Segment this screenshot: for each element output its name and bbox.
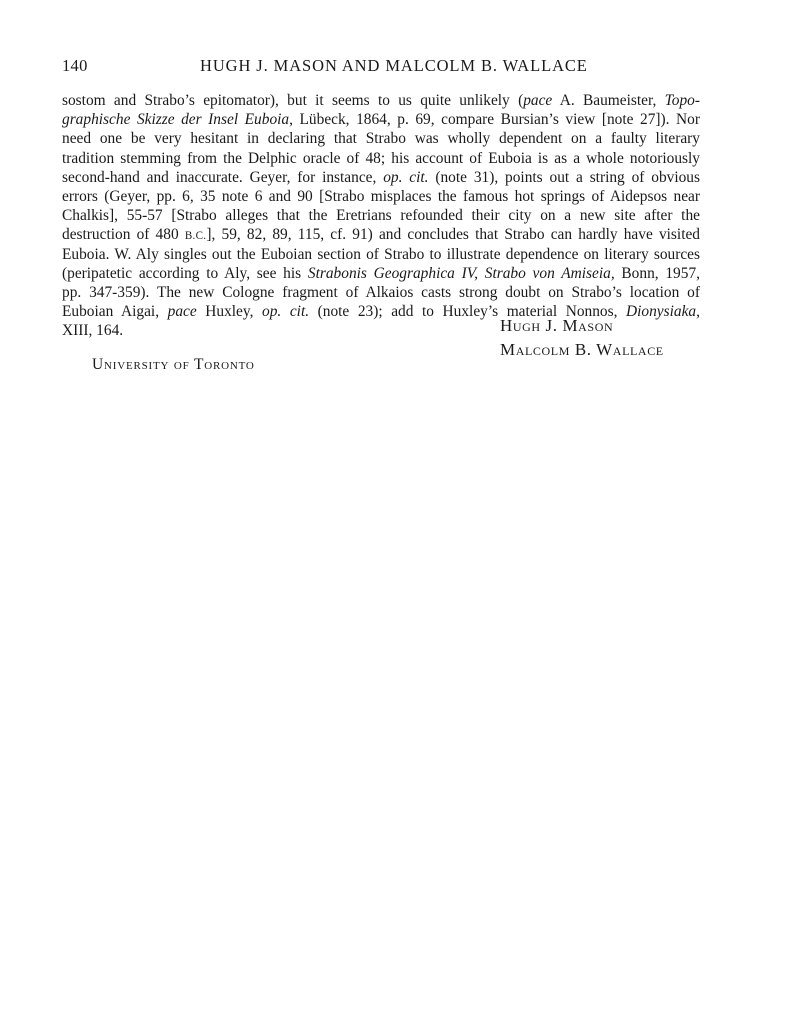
italic-text: op. cit. <box>383 168 429 186</box>
body-line <box>62 283 700 302</box>
body-text-run: need one be very hesitant in declaring that Strabo was wholly dependent on a faulty literary <box>62 130 700 148</box>
body-line <box>62 149 700 168</box>
body-text-run: errors (Geyer, pp. 6, 35 note 6 and 90 [Strabo misplaces the famous hot springs of Aidepsos near <box>62 187 700 205</box>
author-signatures <box>500 314 664 362</box>
body-line <box>62 110 700 129</box>
body-text-run: Chalkis], 55-57 [Strabo alleges that the Eretrians refounded their city on a new site after the <box>62 207 700 225</box>
body-line <box>62 206 700 225</box>
italic-text: pace <box>523 92 553 109</box>
body-line <box>62 264 700 283</box>
body-text-run: (note 23); add to Huxley’s material Nonnos, <box>309 303 627 321</box>
body-text-run: ], 59, 82, 89, 115, cf. 91) and concludes that Strabo can hardly have visited <box>206 226 700 244</box>
body-text-run: XIII, 164. <box>62 322 124 340</box>
signature-author-1: Hugh J. Mason <box>500 316 614 335</box>
italic-text: Strabonis Geographica IV, Strabo von Amiseia, <box>307 264 615 282</box>
italic-text: Dionysiaka, <box>626 303 700 321</box>
italic-text: Topo- <box>664 92 700 109</box>
running-head-authors: HUGH J. MASON AND MALCOLM B. WALLACE <box>200 56 588 75</box>
body-line <box>62 129 700 148</box>
body-text-run: tradition stemming from the Delphic oracle of 48; his account of Euboia is as a whole notoriously <box>62 149 700 167</box>
author-affiliation: University of Toronto <box>92 356 255 373</box>
body-text-run: second-hand and inaccurate. Geyer, for instance, <box>62 168 384 186</box>
body-text-run: B.C. <box>184 230 207 243</box>
body-line <box>62 187 700 206</box>
body-text-run: pp. 347-359). The new Cologne fragment of Alkaios casts strong doubt on Strabo’s location of <box>62 283 700 301</box>
body-line <box>62 168 700 187</box>
body-text-run: Bonn, 1957, <box>614 264 700 282</box>
body-text-run: (note 31), points out a string of obvious <box>428 168 700 186</box>
body-text-run: Euboia. W. Aly singles out the Euboian section of Strabo to illustrate dependence on literary sources <box>62 245 700 263</box>
body-text-run: Lübeck, 1864, p. 69, compare Bursian’s view [note 27]). Nor <box>292 111 700 129</box>
signature-author-2: Malcolm B. Wallace <box>500 340 664 359</box>
page-number: 140 <box>62 56 88 75</box>
body-line <box>62 245 700 264</box>
body-text-run: (peripatetic according to Aly, see his <box>62 264 308 282</box>
italic-text: pace <box>167 303 197 321</box>
body-text-run: A. Baumeister, <box>552 92 665 109</box>
body-text-run: sostom and Strabo’s epitomator), but it seems to us quite unlikely ( <box>62 92 524 109</box>
italic-text: op. cit. <box>262 303 310 321</box>
running-head <box>62 56 694 78</box>
body-line <box>62 225 700 244</box>
body-paragraph <box>62 91 700 340</box>
body-text-run: Huxley, <box>196 303 263 321</box>
body-text-run: destruction of 480 <box>62 226 185 244</box>
italic-text: graphische Skizze der Insel Euboia, <box>62 111 293 129</box>
body-line <box>62 91 700 110</box>
body-text-run: Euboian Aigai, <box>62 303 168 321</box>
